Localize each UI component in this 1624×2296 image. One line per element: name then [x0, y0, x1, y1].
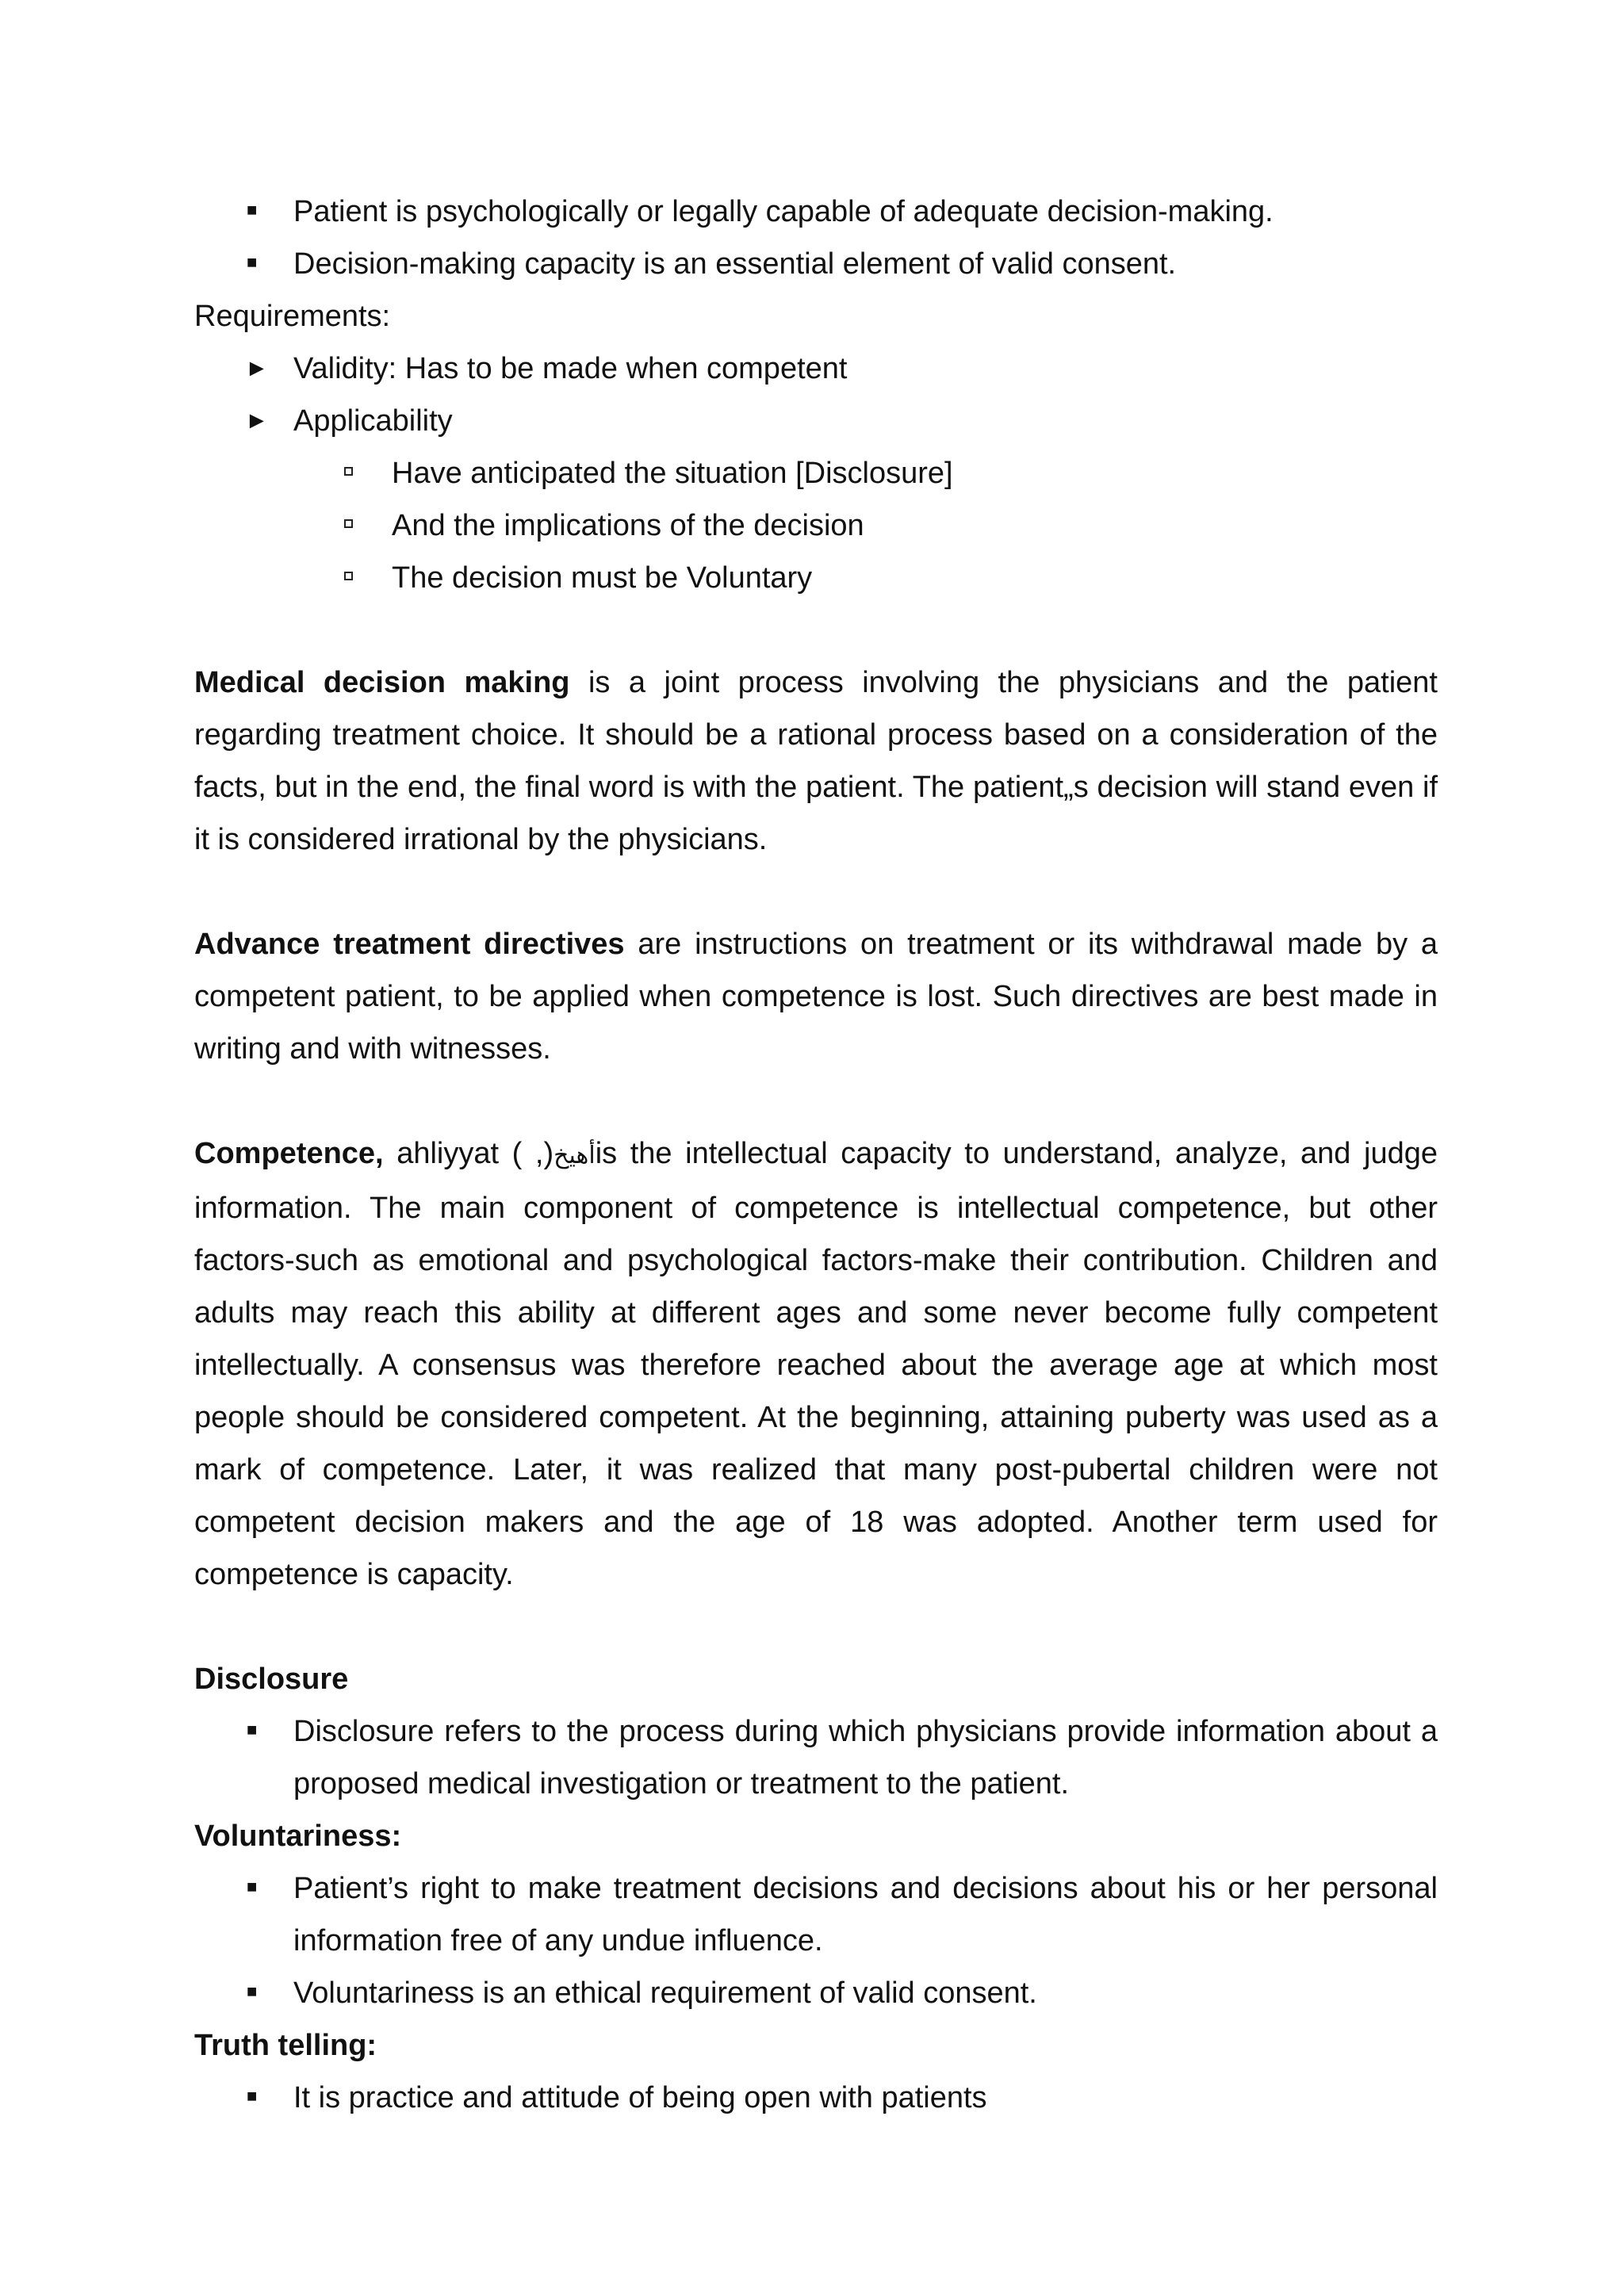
- bullet-text: Voluntariness is an ethical requirement of valid consent.: [293, 1976, 1037, 2010]
- advance-directives-paragraph: [194, 918, 1438, 1075]
- list-item: [194, 186, 1438, 238]
- disclosure-heading: Disclosure: [194, 1663, 349, 1696]
- requirements-heading: Requirements:: [194, 300, 391, 333]
- bullet-text: It is practice and attitude of being open with patients: [293, 2081, 987, 2114]
- truth-telling-heading: Truth telling:: [194, 2029, 377, 2062]
- bullet-text: Patient is psychologically or legally capable of adequate decision-making.: [293, 195, 1274, 228]
- bullet-text: Decision-making capacity is an essential element of valid consent.: [293, 247, 1177, 281]
- list-item: [194, 1967, 1438, 2019]
- triangle-arrow-icon: ►: [245, 355, 269, 381]
- bullet-text: Applicability: [293, 404, 453, 438]
- paragraph-term: Medical decision making: [194, 666, 570, 699]
- list-item: [194, 395, 1438, 447]
- sub-list-item: [194, 447, 1438, 499]
- square-bullet-icon: ■: [247, 252, 258, 272]
- medical-decision-paragraph: [194, 656, 1438, 866]
- bullet-text: And the implications of the decision: [392, 509, 864, 542]
- bullet-text: Validity: Has to be made when competent: [293, 352, 848, 385]
- bullet-text: Disclosure refers to the process during which physicians provide information about a proposed medical investigation or treatment to the patient.: [293, 1715, 1438, 1800]
- paragraph-term: Advance treatment directives: [194, 928, 625, 961]
- hollow-square-bullet-icon: [344, 572, 353, 580]
- list-item: [194, 1705, 1438, 1810]
- bullet-text: Have anticipated the situation [Disclosure]: [392, 457, 953, 490]
- competence-paragraph: [194, 1127, 1438, 1601]
- sub-list-item: [194, 552, 1438, 604]
- square-bullet-icon: ■: [247, 1720, 258, 1739]
- square-bullet-icon: ■: [247, 2086, 258, 2106]
- list-item: [194, 1862, 1438, 1967]
- square-bullet-icon: ■: [247, 1981, 258, 2001]
- triangle-arrow-icon: ►: [245, 408, 269, 434]
- list-item: [194, 342, 1438, 395]
- hollow-square-bullet-icon: [344, 519, 353, 528]
- paragraph-term: Competence,: [194, 1137, 384, 1170]
- arabic-term: أهيخ: [553, 1142, 596, 1169]
- paragraph-pre: ahliyyat ( ,): [383, 1137, 554, 1170]
- bullet-text: Patient’s right to make treatment decisions and decisions about his or her personal information free of any undue influence.: [293, 1872, 1438, 1957]
- voluntariness-heading: Voluntariness:: [194, 1820, 402, 1853]
- square-bullet-icon: ■: [247, 1877, 258, 1896]
- hollow-square-bullet-icon: [344, 467, 353, 476]
- paragraph-text: is a joint process involving the physicians and the patient regarding treatment choice. It should be a rational process based on a consideration of the facts, but in the end, the final word is with the patient. The patient„s decision will stand even if it is considered irrational by the physicians.: [194, 666, 1438, 856]
- list-item: [194, 238, 1438, 290]
- list-item: [194, 2072, 1438, 2124]
- square-bullet-icon: ■: [247, 200, 258, 220]
- paragraph-text: are instructions on treatment or its withdrawal made by a competent patient, to be applied when competence is lost. Such directives are best made in writing and with witnesses.: [194, 928, 1438, 1066]
- sub-list-item: [194, 499, 1438, 552]
- paragraph-text: is the intellectual capacity to understand, analyze, and judge information. The main component of competence is intellectual competence, but other factors-such as emotional and psychological factors-make their contribution. Children and adults may reach this ability at different ages and some never become fully competent intellectually. A consensus was therefore reached about the average age at which most people should be considered competent. At the beginning, attaining puberty was used as a mark of competence. Later, it was realized that many post-pubertal children were not competent decision makers and the age of 18 was adopted. Another term used for competence is capacity.: [194, 1137, 1438, 1591]
- document-page: [194, 186, 1438, 2124]
- bullet-text: The decision must be Voluntary: [392, 561, 813, 595]
